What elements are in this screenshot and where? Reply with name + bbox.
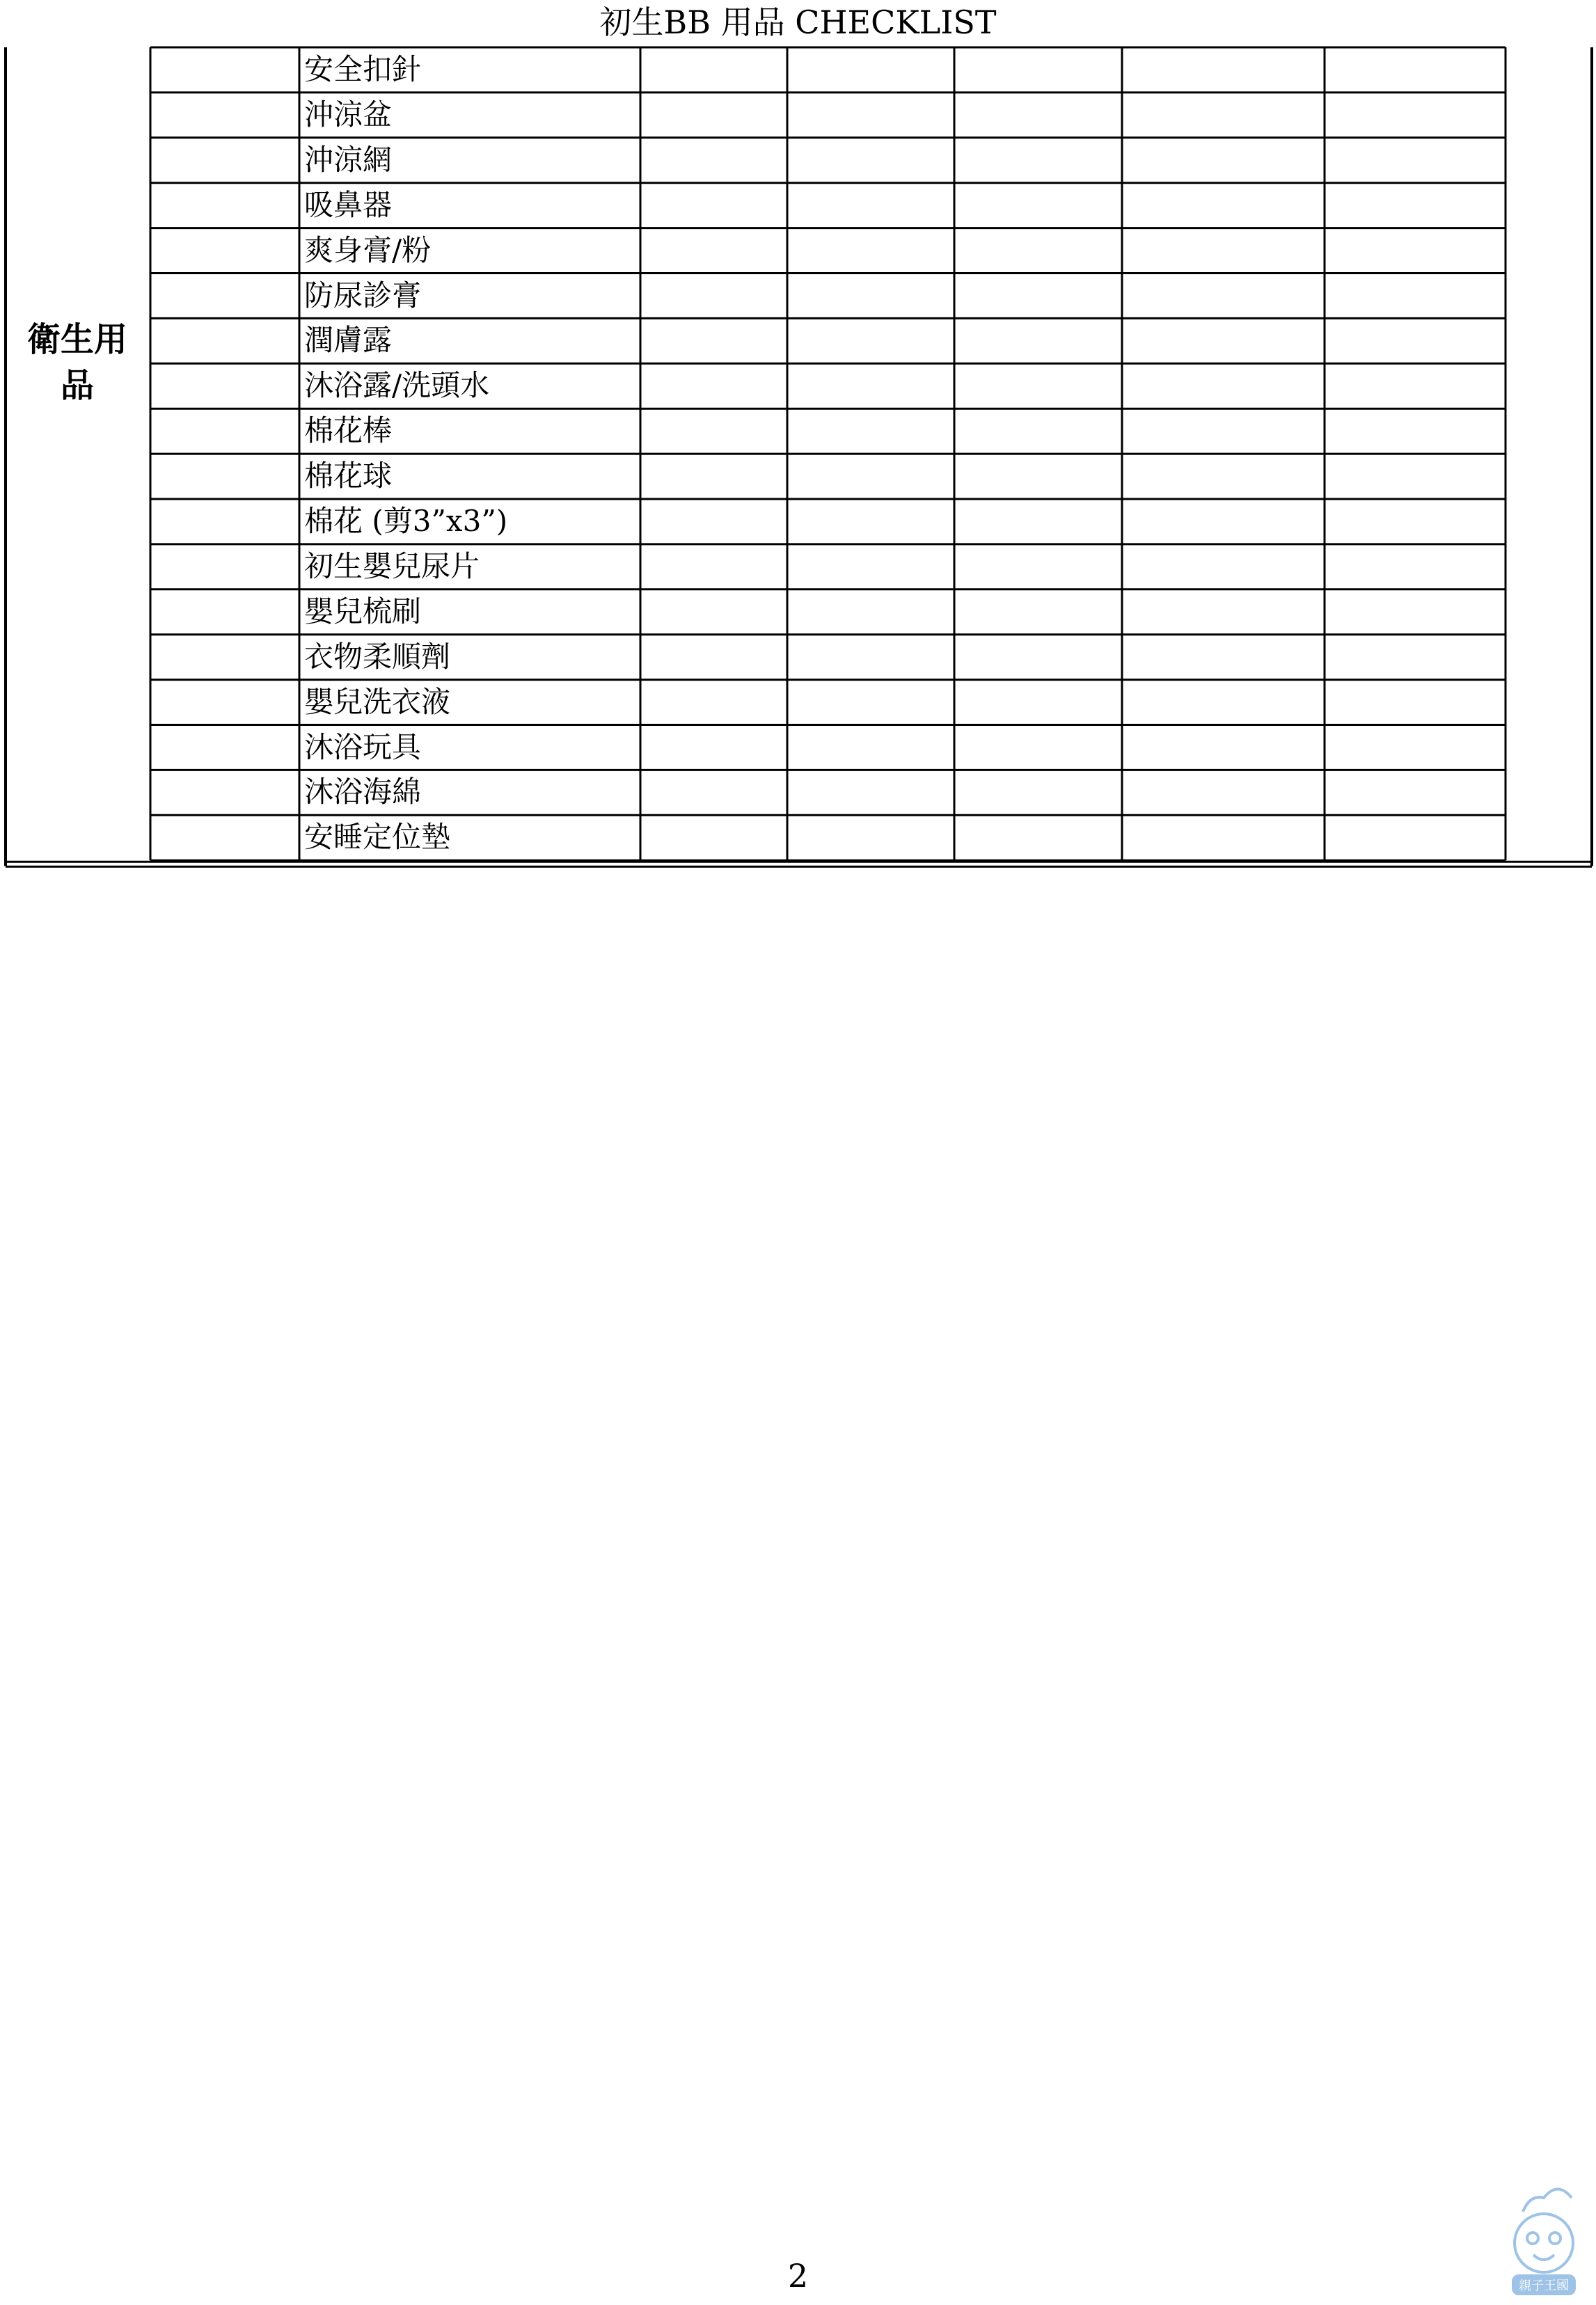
checklist-item: 沐浴海綿 <box>304 775 422 809</box>
checklist-item: 防尿診膏 <box>304 278 422 312</box>
checklist-item: 沖涼網 <box>304 142 393 177</box>
checklist-item: 安全扣針 <box>304 52 422 86</box>
page-number: 2 <box>787 2257 809 2295</box>
checklist-item: 嬰兒梳刷 <box>304 594 422 628</box>
category-text-line: 品 <box>60 366 94 405</box>
checklist-item: 潤膚露 <box>304 323 393 358</box>
page-title: 初生BB 用品 CHECKLIST <box>599 3 997 41</box>
logo-text: 親子王國 <box>1519 2279 1569 2293</box>
checklist-table <box>0 0 1596 877</box>
category-text-line: 衛生用 <box>26 320 127 359</box>
baby-face-icon <box>1502 2170 1586 2302</box>
checklist-item: 沐浴露/洗頭水 <box>304 368 490 403</box>
table-gridlines <box>6 47 1592 866</box>
checklist-item: 初生嬰兒尿片 <box>304 548 480 583</box>
checklist-item: 沖涼盆 <box>304 97 393 132</box>
checklist-item: 衣物柔順劑 <box>304 639 451 674</box>
category-text <box>6 317 149 409</box>
checklist-item: 棉花球 <box>304 459 393 493</box>
category-label <box>6 317 149 409</box>
checklist-item: 沐浴玩具 <box>304 729 422 764</box>
checklist-item: 棉花 (剪3”x3”) <box>304 504 508 538</box>
checklist-item: 吸鼻器 <box>304 187 393 222</box>
checklist-item: 嬰兒洗衣液 <box>304 684 451 719</box>
checklist-item: 爽身膏/粉 <box>304 232 432 267</box>
checklist-item: 安睡定位墊 <box>304 820 451 855</box>
checklist-item: 棉花棒 <box>304 413 393 448</box>
